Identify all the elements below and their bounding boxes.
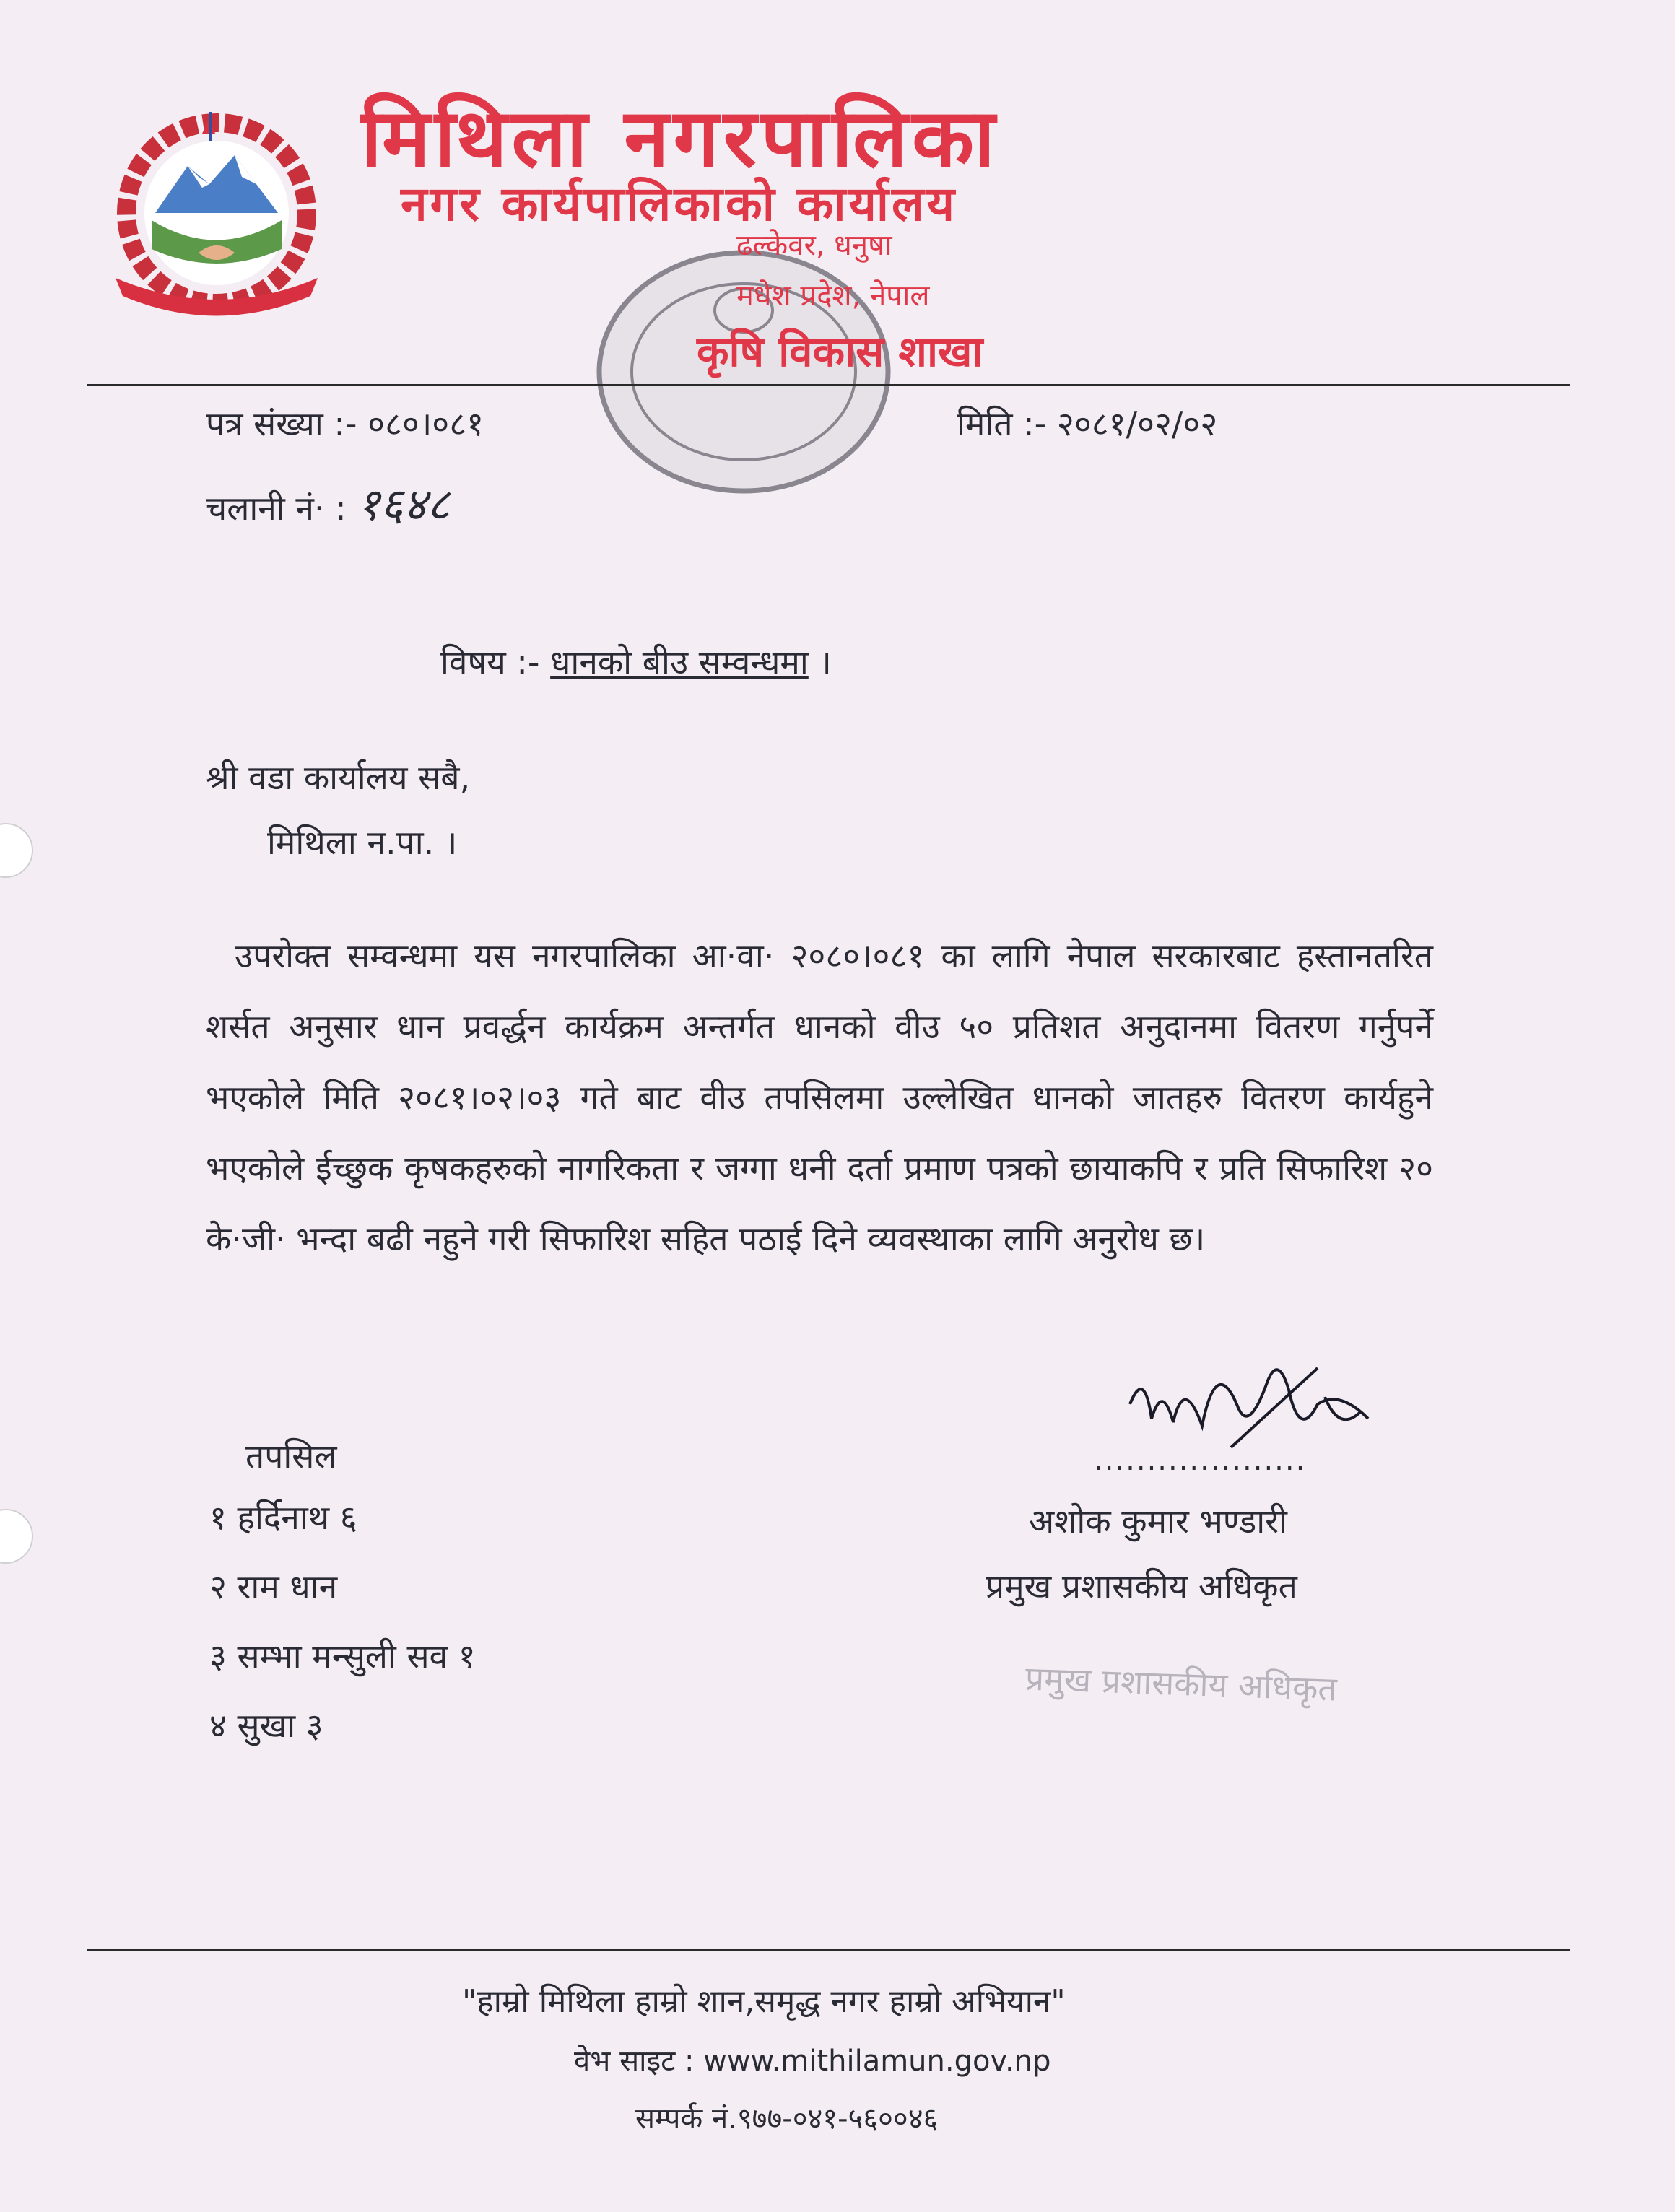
- address-line-2: मधेश प्रदेश, नेपाल: [736, 279, 930, 313]
- address-line-1: ढल्केवर, धनुषा: [736, 229, 892, 262]
- subject-text: धानको बीउ सम्वन्धमा: [550, 643, 809, 682]
- list-item: ४ सुखा ३: [209, 1706, 323, 1745]
- subject-end: ।: [819, 643, 832, 682]
- footer-contact: सम्पर्क नं.९७७-०४१-५६००४६: [635, 2102, 939, 2135]
- list-item: ३ सम्भा मन्सुली सव १: [209, 1637, 476, 1676]
- reference-line: [206, 401, 484, 445]
- date-label: मिति :-: [957, 404, 1047, 443]
- reference-value: ०८०।०८१: [367, 404, 484, 443]
- subject-line: [440, 639, 832, 684]
- header-divider: [87, 384, 1570, 386]
- signature-line: ....................: [1094, 1444, 1307, 1477]
- seed-variety-list: [209, 1494, 476, 1772]
- date-value: २०८१/०२/०२: [1056, 404, 1218, 443]
- municipality-name: मिथिला नगरपालिका: [361, 92, 1000, 186]
- addressee-line-2: मिथिला न.पा. ।: [267, 823, 458, 862]
- list-item: २ राम धान: [209, 1567, 338, 1606]
- footer-divider: [87, 1949, 1570, 1951]
- subject-label: विषय :-: [440, 643, 540, 682]
- date-line: [957, 401, 1217, 445]
- reference-label: पत्र संख्या :-: [206, 404, 357, 443]
- signer-title: प्रमुख प्रशासकीय अधिकृत: [986, 1567, 1297, 1606]
- addressee-line-1: श्री वडा कार्यालय सबै,: [206, 758, 471, 797]
- footer-slogan: "हाम्रो मिथिला हाम्रो शान,समृद्ध नगर हाम्रो अभियान": [462, 1983, 1066, 2020]
- dispatch-line: [206, 473, 450, 534]
- punch-hole-top: [0, 823, 33, 878]
- signer-name: अशोक कुमार भण्डारी: [1029, 1502, 1287, 1541]
- punch-hole-bottom: [0, 1509, 33, 1564]
- dispatch-number: १६४८: [357, 478, 451, 531]
- branch-name: कृषि विकास शाखा: [697, 327, 983, 376]
- dispatch-label: चलानी नं· :: [206, 489, 347, 528]
- letter-body: उपरोक्त सम्वन्धमा यस नगरपालिका आ·वा· २०८०।०८१ का लागि नेपाल सरकारबाट हस्तानतरित शर्सत अनुसार धान प्रवर्द्धन कार्यक्रम अन्तर्गत धानको वीउ ५० प्रतिशत अनुदानमा वितरण गर्नुपर्ने भएकोले मिति २०८१।०२।०३ गते बाट वीउ तपसिलमा उल्लेखित धानको जातहरु वितरण कार्यहुने भएकोले ईच्छुक कृषकहरुको नागरिकता र जग्गा धनी दर्ता प्रमाण पत्रको छायाकपि र प्रति सिफारिश २० के·जी· भन्दा बढी नहुने गरी सिफारिश सहित पठाई दिने व्यवस्थाका लागि अनुरोध छ।: [206, 936, 1433, 1258]
- designation-stamp: प्रमुख प्रशासकीय अधिकृत: [1024, 1658, 1338, 1709]
- list-item: १ हर्दिनाथ ६: [209, 1498, 357, 1537]
- footer-website: वेभ साइट : www.mithilamun.gov.np: [574, 2045, 1051, 2078]
- office-name: नगर कार्यपालिकाको कार्यालय: [401, 176, 957, 232]
- nepal-emblem-icon: [101, 105, 332, 321]
- tapasil-heading: तपसिल: [245, 1437, 337, 1476]
